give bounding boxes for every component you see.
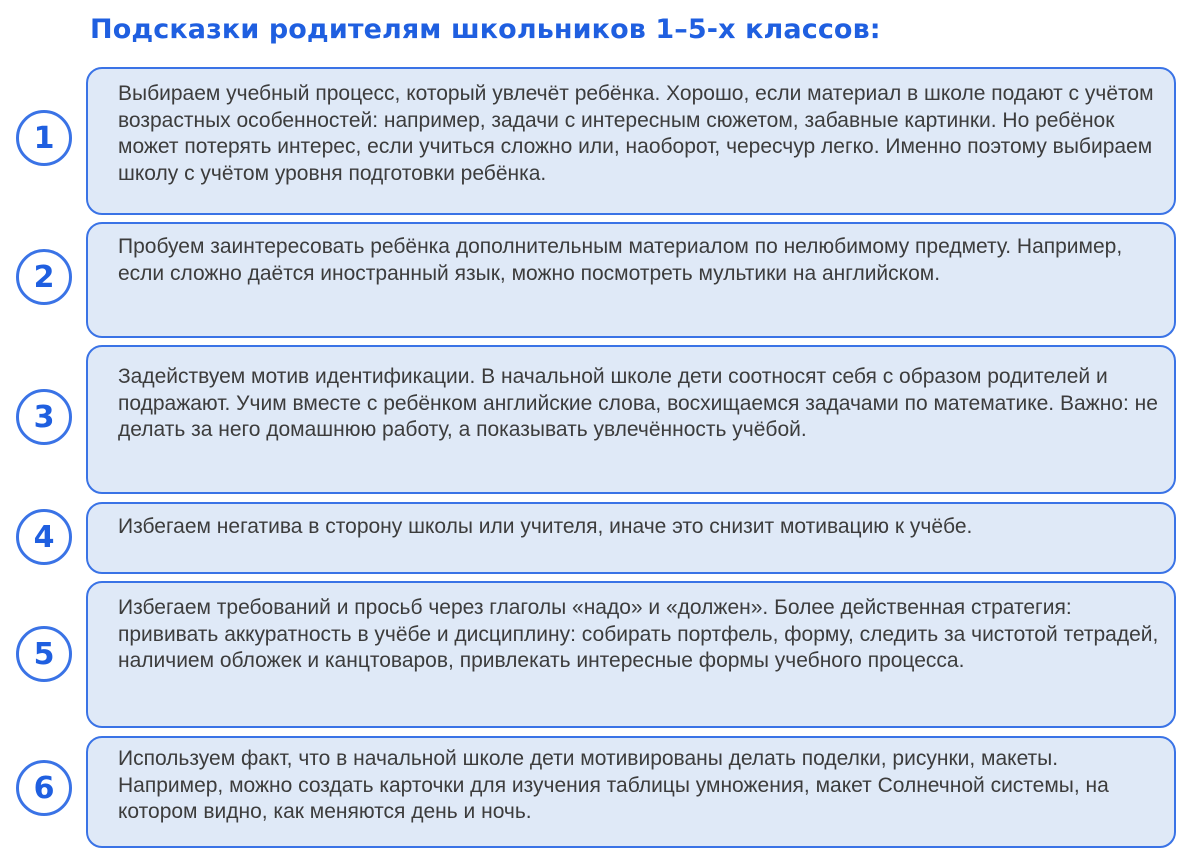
tip-number-badge: 3 <box>16 389 72 445</box>
tip-text: Выбираем учебный процесс, который увлечёт ребёнка. Хорошо, если материал в школе подают с учётом возрастных особенностей: например, задачи с интересным сюжетом, забавные картинки. Но ребёнок может потерять интерес, если учиться сложно или, наоборот, чересчур легко. Именно поэтому выбираем школу с учётом уровня подготовки ребёнка. <box>118 82 1154 185</box>
tip-item-1 <box>0 67 1200 215</box>
tip-item-2 <box>0 222 1200 338</box>
tip-text: Задействуем мотив идентификации. В начальной школе дети соотносят себя с образом родителей и подражают. Учим вместе с ребёнком английские слова, восхищаемся задачами по математике. Важно: не делать за него домашнюю работу, а показывать увлечённость учёбой. <box>118 365 1158 441</box>
tip-text: Избегаем требований и просьб через глаголы «надо» и «должен». Более действенная стратегия: прививать аккуратность в учёбе и дисциплину: собирать портфель, форму, следить за чистотой тетрадей, наличием обложек и канцтоваров, привлекать интересные формы учебного процесса. <box>118 596 1159 672</box>
tip-item-6 <box>0 736 1200 848</box>
tip-text: Используем факт, что в начальной школе дети мотивированы делать поделки, рисунки, макеты. Например, можно создать карточки для изучения таблицы умножения, макет Солнечной системы, на котором видно, как меняются день и ночь. <box>118 747 1109 823</box>
tip-item-4 <box>0 502 1200 574</box>
tip-number-badge: 2 <box>16 249 72 305</box>
tip-text: Избегаем негатива в сторону школы или учителя, иначе это снизит мотивацию к учёбе. <box>118 515 973 538</box>
tip-number-badge: 6 <box>16 760 72 816</box>
tip-number-badge: 5 <box>16 626 72 682</box>
page-title: Подсказки родителям школьников 1–5-х классов: <box>90 14 881 45</box>
tip-number-badge: 4 <box>16 509 72 565</box>
tip-item-5 <box>0 581 1200 728</box>
tip-item-3 <box>0 345 1200 494</box>
tip-text: Пробуем заинтересовать ребёнка дополнительным материалом по нелюбимому предмету. Например, если сложно даётся иностранный язык, можно посмотреть мультики на английском. <box>118 235 1123 285</box>
tip-number-badge: 1 <box>16 110 72 166</box>
